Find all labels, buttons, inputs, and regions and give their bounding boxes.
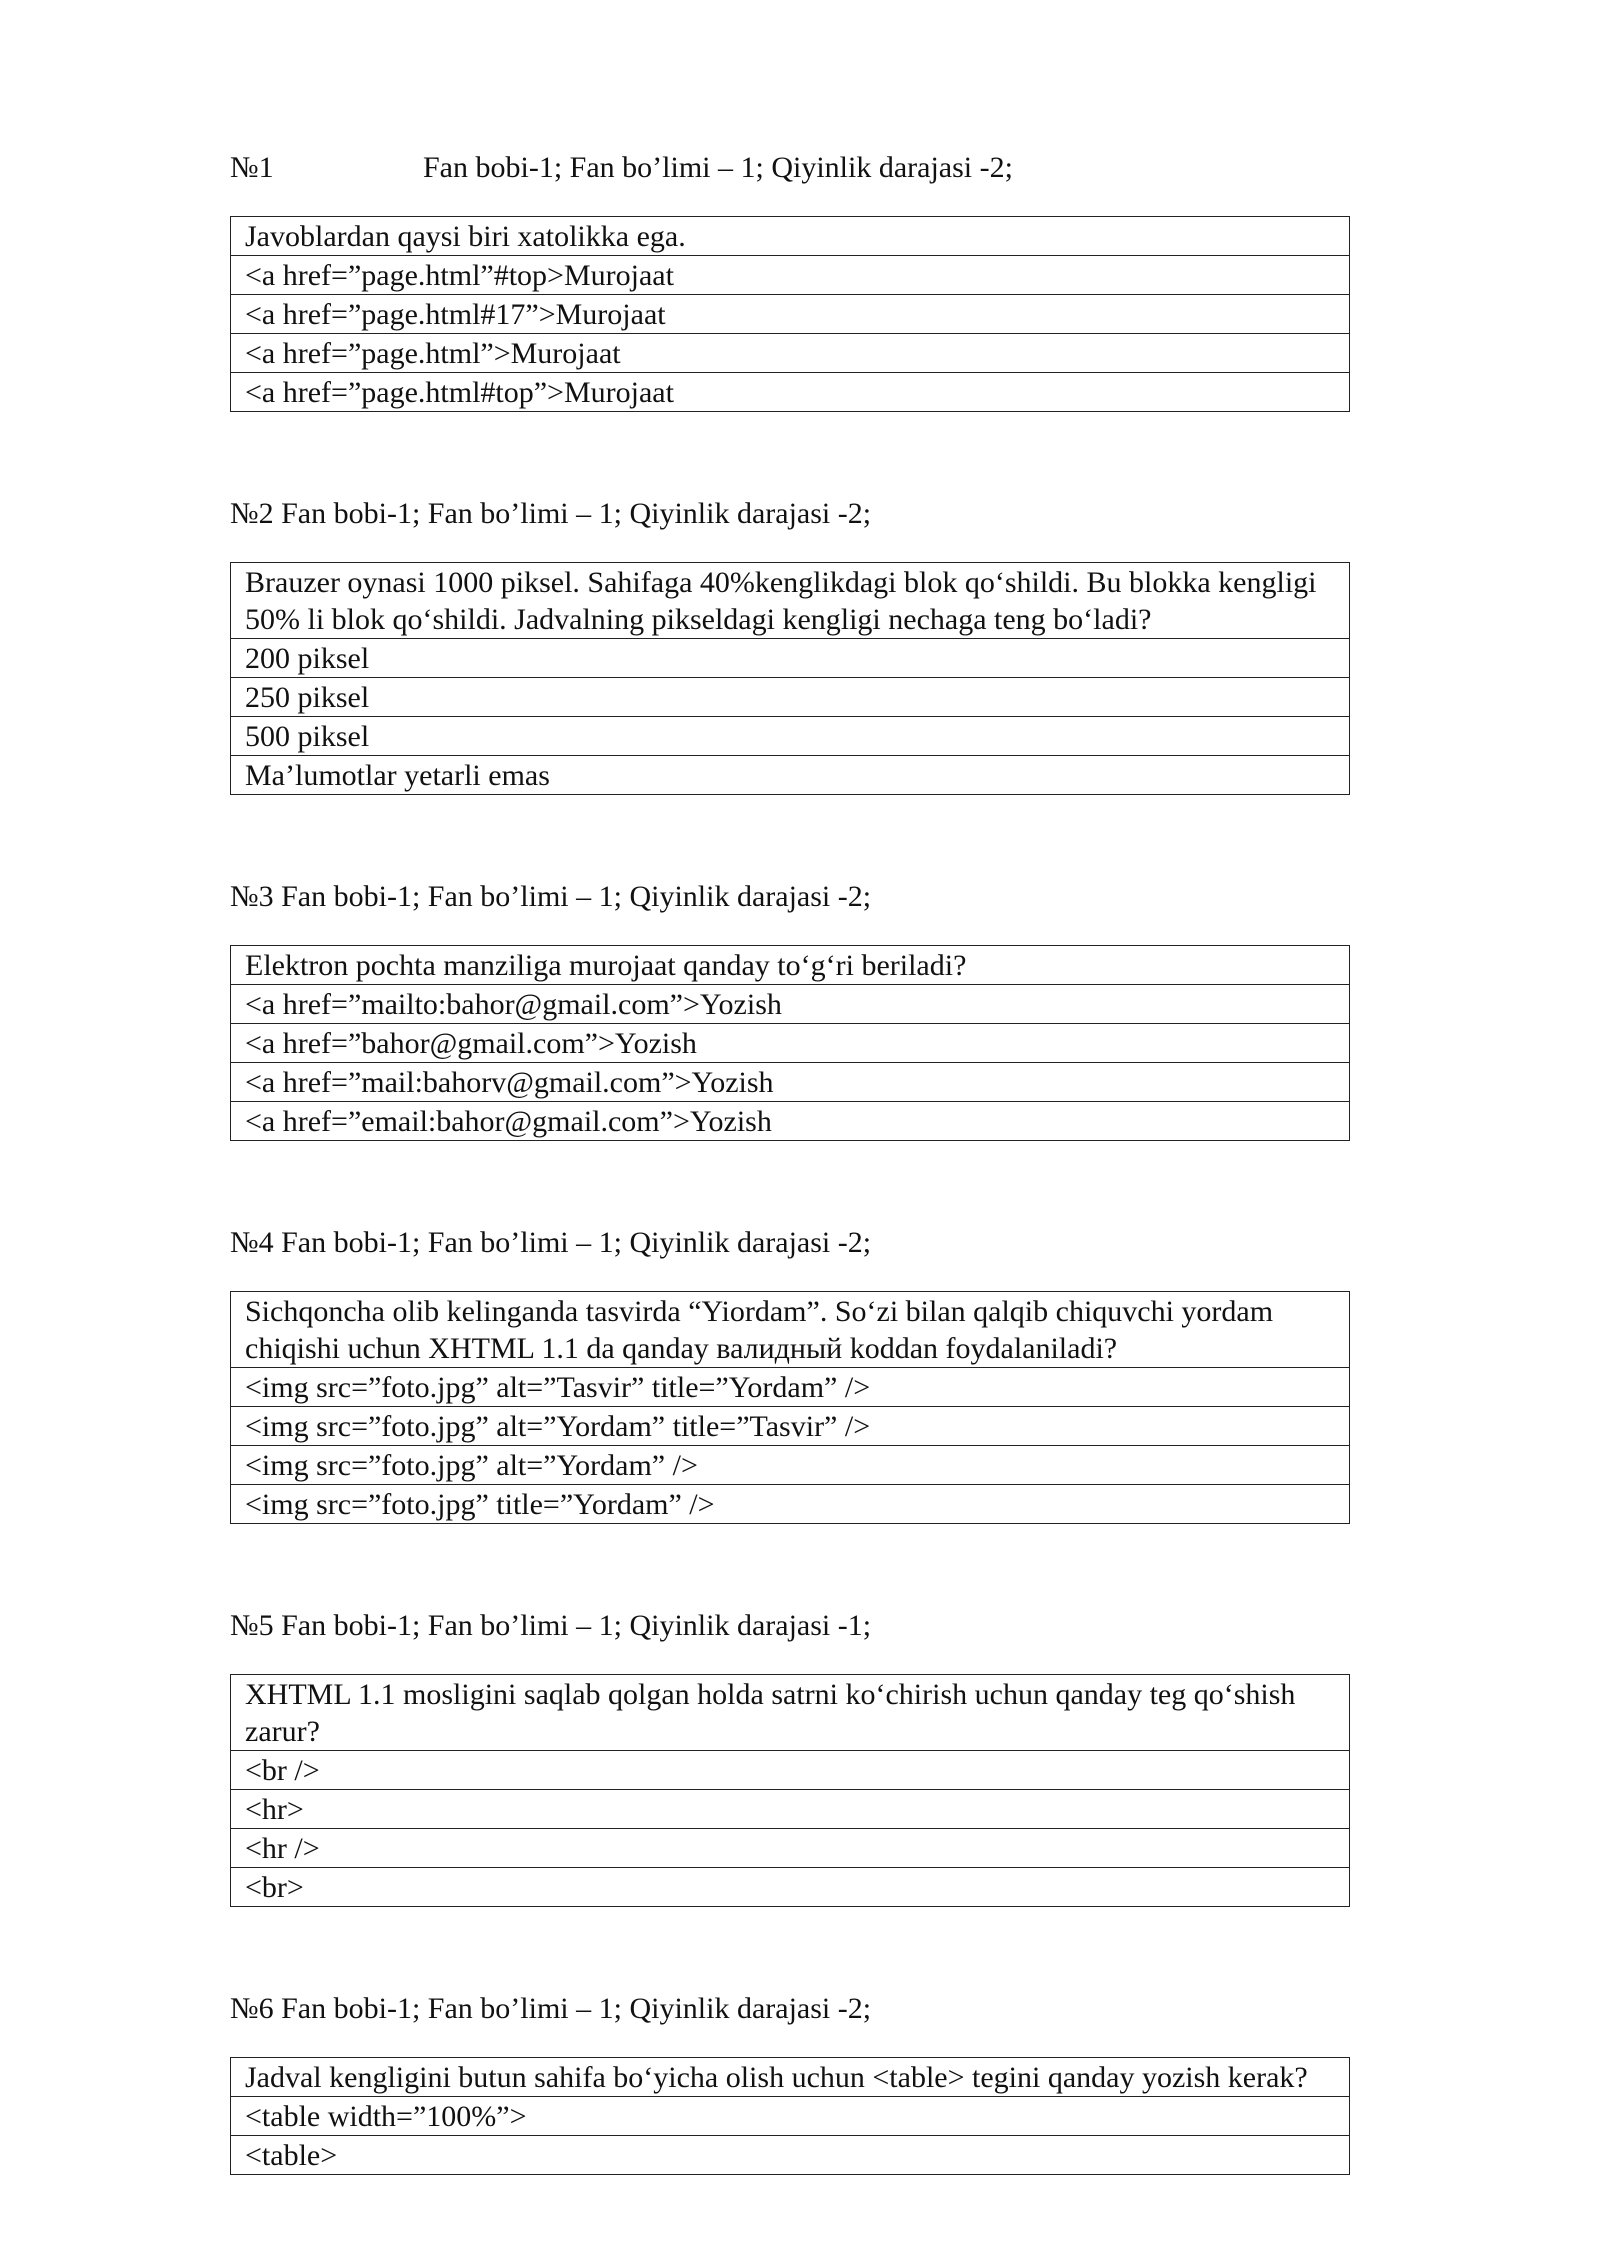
question-table	[230, 2057, 1350, 2175]
question-text: XHTML 1.1 mosligini saqlab qolgan holda satrni ko‘chirish uchun qanday teg qo‘shish zarur?	[245, 1678, 1296, 1748]
answer-option: <table width=”100%”>	[231, 2096, 1349, 2135]
question-meta: Fan bobi-1; Fan bo’limi – 1; Qiyinlik darajasi -2;	[281, 1992, 872, 2025]
question-6	[230, 1991, 1350, 2175]
answer-option: <a href=”email:bahor@gmail.com”>Yozish	[231, 1101, 1349, 1140]
document-page	[230, 150, 1350, 2175]
question-text: Elektron pochta manziliga murojaat qanday to‘g‘ri beriladi?	[245, 949, 967, 982]
question-meta: Fan bobi-1; Fan bo’limi – 1; Qiyinlik darajasi -2;	[281, 497, 872, 530]
answer-option: <br />	[231, 1750, 1349, 1789]
question-meta: Fan bobi-1; Fan bo’limi – 1; Qiyinlik darajasi -2;	[281, 880, 872, 913]
answer-option: <hr />	[231, 1828, 1349, 1867]
question-text: Javoblardan qaysi biri xatolikka ega.	[245, 220, 686, 253]
question-meta: Fan bobi-1; Fan bo’limi – 1; Qiyinlik darajasi -2;	[281, 1226, 872, 1259]
question-table	[230, 562, 1350, 795]
answer-option: 200 piksel	[231, 638, 1349, 677]
question-table	[230, 945, 1350, 1141]
answer-option: <img src=”foto.jpg” title=”Yordam” />	[231, 1484, 1349, 1523]
answer-option: <a href=”bahor@gmail.com”>Yozish	[231, 1023, 1349, 1062]
answer-option: <a href=”mailto:bahor@gmail.com”>Yozish	[231, 984, 1349, 1023]
answer-option: <img src=”foto.jpg” alt=”Yordam” title=”Tasvir” />	[231, 1406, 1349, 1445]
answer-option: <a href=”page.html#top”>Murojaat	[231, 372, 1349, 411]
question-4	[230, 1225, 1350, 1524]
question-number: №2	[230, 497, 274, 530]
answer-option: <img src=”foto.jpg” alt=”Yordam” />	[231, 1445, 1349, 1484]
question-2	[230, 496, 1350, 795]
question-number: №3	[230, 880, 274, 913]
question-meta: Fan bobi-1; Fan bo’limi – 1; Qiyinlik darajasi -1;	[281, 1609, 872, 1642]
answer-option: <img src=”foto.jpg” alt=”Tasvir” title=”Yordam” />	[231, 1367, 1349, 1406]
question-number: №6	[230, 1992, 274, 2025]
question-table	[230, 216, 1350, 412]
question-table	[230, 1674, 1350, 1907]
answer-option: <a href=”page.html”#top>Murojaat	[231, 255, 1349, 294]
question-meta: Fan bobi-1; Fan bo’limi – 1; Qiyinlik darajasi -2;	[423, 151, 1013, 184]
question-header	[230, 879, 1350, 915]
answer-option: <a href=”page.html#17”>Murojaat	[231, 294, 1349, 333]
question-number: №5	[230, 1609, 274, 1642]
question-5	[230, 1608, 1350, 1907]
answer-option: <a href=”mail:bahorv@gmail.com”>Yozish	[231, 1062, 1349, 1101]
question-header	[230, 1608, 1350, 1644]
answer-option: 250 piksel	[231, 677, 1349, 716]
question-text: Brauzer oynasi 1000 piksel. Sahifaga 40%kenglikdagi blok qo‘shildi. Bu blokka kengligi 50% li blok qo‘shildi. Jadvalning pikseldagi kengligi nechaga teng bo‘ladi?	[245, 566, 1317, 636]
answer-option: <table>	[231, 2135, 1349, 2174]
question-number: №4	[230, 1226, 274, 1259]
answer-option: <hr>	[231, 1789, 1349, 1828]
question-table	[230, 1291, 1350, 1524]
question-3	[230, 879, 1350, 1141]
question-text: Sichqoncha olib kelinganda tasvirda “Yiordam”. So‘zi bilan qalqib chiquvchi yordam chiqishi uchun XHTML 1.1 da qanday валидный koddan foydalaniladi?	[245, 1295, 1274, 1365]
question-header	[230, 150, 1350, 186]
answer-option: 500 piksel	[231, 716, 1349, 755]
question-header	[230, 1991, 1350, 2027]
answer-option: <a href=”page.html”>Murojaat	[231, 333, 1349, 372]
question-header	[230, 1225, 1350, 1261]
question-number: №1	[230, 151, 274, 184]
answer-option: <br>	[231, 1867, 1349, 1906]
question-text: Jadval kengligini butun sahifa bo‘yicha olish uchun <table> tegini qanday yozish kerak?	[245, 2061, 1308, 2094]
question-header	[230, 496, 1350, 532]
question-1	[230, 150, 1350, 412]
answer-option: Ma’lumotlar yetarli emas	[231, 755, 1349, 794]
